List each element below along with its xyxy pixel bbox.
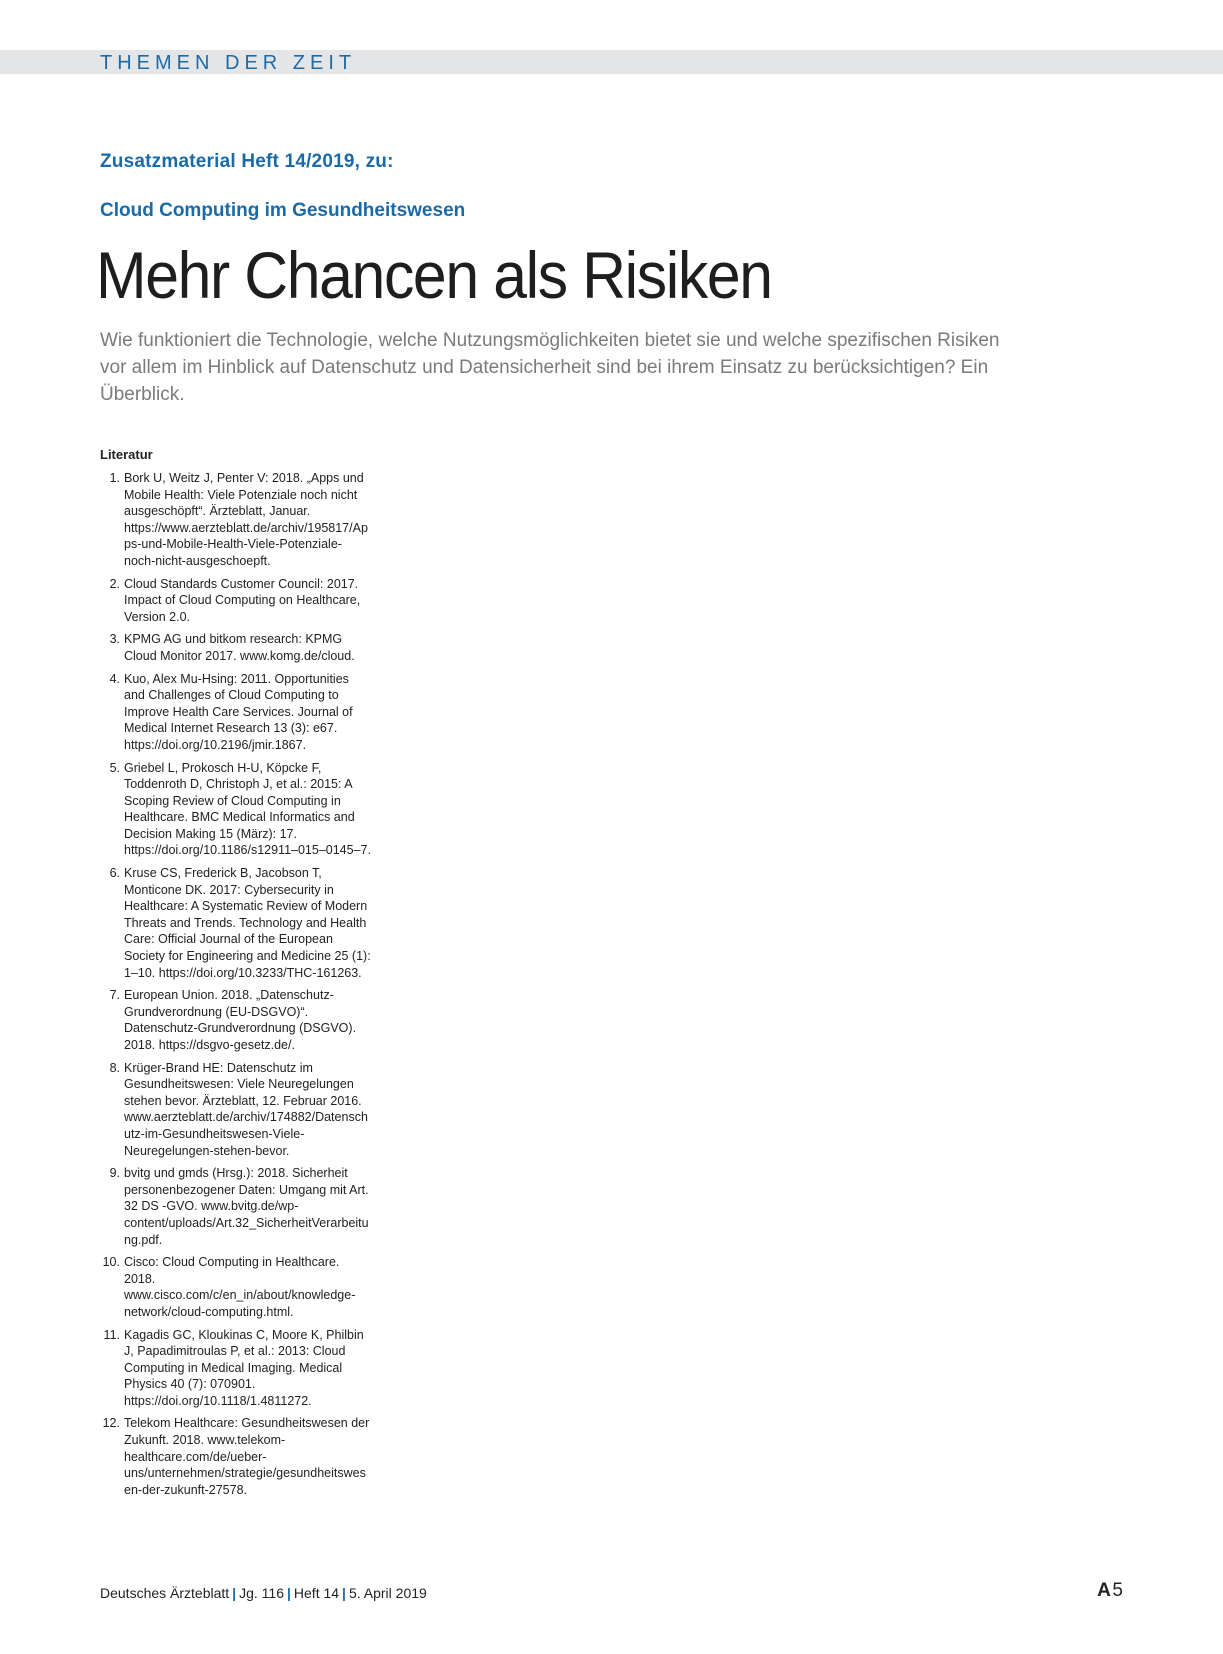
reference-item — [100, 1060, 372, 1160]
reference-text: European Union. 2018. „Datenschutz-Grundverordnung (EU-DSGVO)“. Datenschutz-Grundverordnung (DSGVO). 2018. https://dsgvo-gesetz.de/. — [124, 988, 357, 1052]
reference-item — [100, 631, 372, 664]
journal-name: Deutsches Ärzteblatt — [100, 1585, 230, 1601]
reference-number: 7. — [109, 988, 120, 1003]
reference-item — [100, 865, 372, 981]
article-lead: Wie funktioniert die Technologie, welche Nutzungsmöglichkeiten bietet sie und welche spezifischen Risiken vor allem im Hinblick auf Datenschutz und Datensicherheit sind bei ihrem Einsatz zu berücksichtigen? Ein Überblick. — [100, 330, 1000, 405]
issue-date: 5. April 2019 — [348, 1585, 427, 1601]
reference-text: Griebel L, Prokosch H-U, Köpcke F, Toddenroth D, Christoph J, et al.: 2015: A Scoping Review of Cloud Computing in Healthcare. BMC Medical Informatics and Decision Making 15 (März): 17. https://doi.org/10.1186/s12911–015–0145–7. — [124, 760, 371, 858]
reference-item — [100, 470, 372, 570]
reference-text: Kruse CS, Frederick B, Jacobson T, Monticone DK. 2017: Cybersecurity in Healthcare: A Systematic Review of Modern Threats and Trends. Technology and Health Care: Official Journal of the European Society for Engineering and Medicine 25 (1): 1–10. https://doi.org/10.3233/THC-161263. — [124, 866, 371, 980]
reference-text: KPMG AG und bitkom research: KPMG Cloud Monitor 2017. www.komg.de/cloud. — [124, 632, 355, 663]
reference-number: 4. — [109, 671, 120, 686]
reference-text: Kagadis GC, Kloukinas C, Moore K, Philbin J, Papadimitroulas P, et al.: 2013: Cloud Computing in Medical Imaging. Medical Physics 40 (7): 070901. https://doi.org/10.1118/1.4811272. — [124, 1327, 364, 1408]
reference-number: 10. — [102, 1255, 120, 1270]
reference-number: 2. — [109, 576, 120, 591]
reference-number: 6. — [109, 866, 120, 881]
footer-separator: | — [286, 1585, 291, 1601]
journal-issue: Heft 14 — [293, 1585, 340, 1601]
journal-volume: Jg. 116 — [239, 1585, 284, 1601]
reference-number: 8. — [109, 1060, 120, 1075]
reference-text: Krüger-Brand HE: Datenschutz im Gesundheitswesen: Viele Neuregelungen stehen bevor. Ärzteblatt, 12. Februar 2016. www.aerzteblatt.de/archiv/174882/Datenschutz-im-Gesundheitswesen-Viele-Neuregelungen-stehen-bevor. — [124, 1060, 368, 1158]
reference-item — [100, 1327, 372, 1410]
reference-text: Bork U, Weitz J, Penter V: 2018. „Apps und Mobile Health: Viele Potenziale noch nicht ausgeschöpft“. Ärzteblatt, Januar. https://www.aerzteblatt.de/archiv/195817/Apps-und-Mobile-Health-Viele-Potenziale-noch-nicht-ausgeschoepft. — [124, 471, 368, 568]
reference-number: 12. — [102, 1416, 120, 1431]
footer-separator: | — [232, 1585, 237, 1601]
reference-number: 3. — [109, 632, 120, 647]
reference-item — [100, 576, 372, 626]
page-footer — [100, 1585, 427, 1601]
reference-text: Cisco: Cloud Computing in Healthcare. 2018. www.cisco.com/c/en_in/about/knowledge-network/cloud-computing.html. — [124, 1255, 356, 1319]
reference-item — [100, 1415, 372, 1498]
article-kicker: Cloud Computing im Gesundheitswesen — [100, 200, 466, 221]
references-list — [100, 470, 372, 1504]
reference-item — [100, 987, 372, 1053]
reference-item — [100, 760, 372, 860]
article-title: Mehr Chancen als Risiken — [96, 238, 772, 312]
reference-text: Cloud Standards Customer Council: 2017. Impact of Cloud Computing on Healthcare, Version 2.0. — [124, 576, 361, 624]
references-heading: Literatur — [100, 447, 153, 462]
footer-separator: | — [342, 1585, 346, 1601]
section-label: THEMEN DER ZEIT — [100, 52, 357, 74]
reference-number: 9. — [109, 1166, 120, 1181]
page-prefix: A — [1097, 1580, 1111, 1601]
reference-text: Kuo, Alex Mu-Hsing: 2011. Opportunities and Challenges of Cloud Computing to Improve Health Care Services. Journal of Medical Internet Research 13 (3): e67. https://doi.org/10.2196/jmir.1867. — [124, 671, 353, 752]
page-number-value: 5 — [1112, 1580, 1123, 1601]
page-number — [1097, 1580, 1123, 1602]
reference-item — [100, 671, 372, 754]
supplement-note: Zusatzmaterial Heft 14/2019, zu: — [100, 151, 394, 172]
reference-item — [100, 1254, 372, 1320]
reference-number: 11. — [103, 1327, 120, 1342]
reference-number: 1. — [109, 471, 120, 485]
reference-text: bvitg und gmds (Hrsg.): 2018. Sicherheit personenbezogener Daten: Umgang mit Art. 32 DS -GVO. www.bvitg.de/wp-content/uploads/Art.32_SicherheitVerarbeitung.pdf. — [124, 1166, 369, 1247]
reference-number: 5. — [109, 760, 120, 775]
reference-text: Telekom Healthcare: Gesundheitswesen der Zukunft. 2018. www.telekom-healthcare.com/de/ueber-uns/unternehmen/strategie/gesundheitswesen-der-zukunft-27578. — [124, 1416, 370, 1497]
reference-item — [100, 1165, 372, 1248]
